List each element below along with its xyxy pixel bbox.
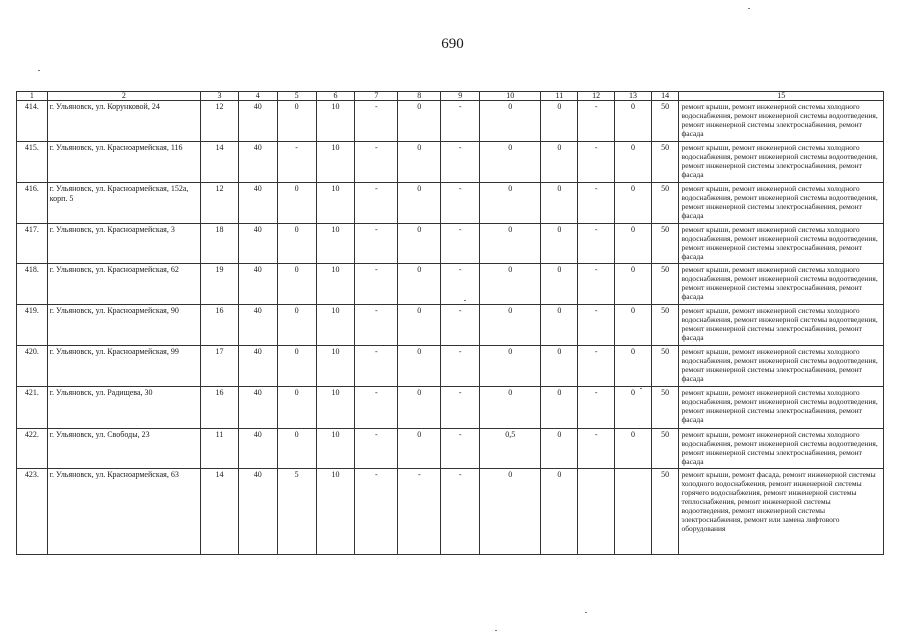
- value-cell: 40: [238, 305, 277, 346]
- value-cell: [615, 469, 652, 555]
- row-number: 416.: [17, 183, 48, 224]
- scan-speck: [464, 300, 466, 301]
- value-cell: 10: [316, 224, 355, 264]
- value-cell: 0: [480, 142, 541, 183]
- value-cell: 14: [201, 469, 239, 555]
- value-cell: -: [578, 429, 615, 469]
- value-cell: 10: [316, 469, 355, 555]
- value-cell: 0: [277, 224, 316, 264]
- table-row: [17, 469, 884, 555]
- value-cell: 19: [201, 264, 239, 305]
- value-cell: 17: [201, 346, 239, 387]
- value-cell: 0: [615, 264, 652, 305]
- value-cell: 11: [201, 429, 239, 469]
- table-row: [17, 264, 884, 305]
- column-header-10: 10: [480, 92, 541, 101]
- column-header-7: 7: [355, 92, 398, 101]
- value-cell: 0: [541, 469, 578, 555]
- value-cell: -: [578, 224, 615, 264]
- value-cell: 50: [651, 183, 679, 224]
- column-header-11: 11: [541, 92, 578, 101]
- value-cell: 50: [651, 469, 679, 555]
- row-number: 420.: [17, 346, 48, 387]
- value-cell: 10: [316, 305, 355, 346]
- value-cell: -: [355, 142, 398, 183]
- header-row: [17, 92, 884, 101]
- value-cell: -: [578, 387, 615, 429]
- column-header-15: 15: [679, 92, 884, 101]
- value-cell: 0: [480, 264, 541, 305]
- value-cell: -: [355, 305, 398, 346]
- address-cell: г. Ульяновск, ул. Красноармейская, 62: [47, 264, 200, 305]
- works-list-cell: ремонт крыши, ремонт инженерной системы холодного водоснабжения, ремонт инженерной системы водоотведения, ремонт инженерной системы электроснабжения, ремонт фасада: [679, 305, 884, 346]
- value-cell: 0: [541, 346, 578, 387]
- value-cell: 40: [238, 429, 277, 469]
- value-cell: 50: [651, 346, 679, 387]
- value-cell: -: [578, 142, 615, 183]
- column-header-6: 6: [316, 92, 355, 101]
- value-cell: 0: [398, 429, 441, 469]
- page-number: 690: [441, 36, 464, 52]
- row-number: 415.: [17, 142, 48, 183]
- value-cell: 0: [398, 305, 441, 346]
- value-cell: 40: [238, 469, 277, 555]
- value-cell: -: [441, 101, 480, 142]
- table-row: [17, 224, 884, 264]
- works-list-cell: ремонт крыши, ремонт инженерной системы холодного водоснабжения, ремонт инженерной системы водоотведения, ремонт инженерной системы электроснабжения, ремонт фасада: [679, 142, 884, 183]
- value-cell: 40: [238, 346, 277, 387]
- works-list-cell: ремонт крыши, ремонт инженерной системы холодного водоснабжения, ремонт инженерной системы водоотведения, ремонт инженерной системы электроснабжения, ремонт фасада: [679, 264, 884, 305]
- table-row: [17, 101, 884, 142]
- address-cell: г. Ульяновск, ул. Красноармейская, 90: [47, 305, 200, 346]
- value-cell: -: [578, 264, 615, 305]
- value-cell: 40: [238, 387, 277, 429]
- table-row: [17, 346, 884, 387]
- value-cell: 10: [316, 183, 355, 224]
- value-cell: 0: [615, 142, 652, 183]
- address-cell: г. Ульяновск, ул. Красноармейская, 116: [47, 142, 200, 183]
- table-row: [17, 142, 884, 183]
- row-number: 422.: [17, 429, 48, 469]
- value-cell: 0: [398, 346, 441, 387]
- column-header-13: 13: [615, 92, 652, 101]
- value-cell: -: [355, 264, 398, 305]
- value-cell: 0: [615, 224, 652, 264]
- value-cell: 0: [541, 429, 578, 469]
- value-cell: 0: [398, 183, 441, 224]
- value-cell: 50: [651, 264, 679, 305]
- value-cell: 0: [541, 183, 578, 224]
- value-cell: 40: [238, 101, 277, 142]
- value-cell: -: [355, 346, 398, 387]
- value-cell: 0: [541, 264, 578, 305]
- column-header-8: 8: [398, 92, 441, 101]
- works-list-cell: ремонт крыши, ремонт фасада, ремонт инженерной системы холодного водоснабжения, ремонт инженерной системы горячего водоснабжения, ремонт инженерной системы теплоснабжения, ремонт инженерной системы водоотведения, ремонт инженерной системы электроснабжения, ремонт или замена лифтового оборудования: [679, 469, 884, 555]
- value-cell: 0: [615, 305, 652, 346]
- value-cell: 0: [277, 101, 316, 142]
- row-number: 417.: [17, 224, 48, 264]
- value-cell: 0: [277, 387, 316, 429]
- value-cell: 0: [480, 305, 541, 346]
- value-cell: -: [355, 387, 398, 429]
- value-cell: 0: [277, 429, 316, 469]
- works-list-cell: ремонт крыши, ремонт инженерной системы холодного водоснабжения, ремонт инженерной системы водоотведения, ремонт инженерной системы электроснабжения, ремонт фасада: [679, 346, 884, 387]
- value-cell: 0: [398, 101, 441, 142]
- value-cell: -: [441, 142, 480, 183]
- value-cell: -: [441, 346, 480, 387]
- value-cell: 10: [316, 387, 355, 429]
- value-cell: 0: [541, 101, 578, 142]
- value-cell: 0: [480, 101, 541, 142]
- value-cell: 50: [651, 387, 679, 429]
- value-cell: 0: [277, 305, 316, 346]
- value-cell: 0: [541, 387, 578, 429]
- value-cell: 0: [398, 264, 441, 305]
- value-cell: 0: [541, 305, 578, 346]
- works-list-cell: ремонт крыши, ремонт инженерной системы холодного водоснабжения, ремонт инженерной системы водоотведения, ремонт инженерной системы электроснабжения, ремонт фасада: [679, 183, 884, 224]
- value-cell: -: [398, 469, 441, 555]
- works-list-cell: ремонт крыши, ремонт инженерной системы холодного водоснабжения, ремонт инженерной системы водоотведения, ремонт инженерной системы электроснабжения, ремонт фасада: [679, 101, 884, 142]
- row-number: 419.: [17, 305, 48, 346]
- value-cell: 0: [398, 224, 441, 264]
- value-cell: 40: [238, 142, 277, 183]
- address-cell: г. Ульяновск, ул. Радищева, 30: [47, 387, 200, 429]
- value-cell: 0: [615, 429, 652, 469]
- value-cell: 10: [316, 429, 355, 469]
- table-row: [17, 183, 884, 224]
- value-cell: 0: [615, 387, 652, 429]
- value-cell: 40: [238, 224, 277, 264]
- value-cell: 16: [201, 305, 239, 346]
- value-cell: 50: [651, 224, 679, 264]
- address-cell: г. Ульяновск, ул. Корунковой, 24: [47, 101, 200, 142]
- value-cell: -: [355, 469, 398, 555]
- value-cell: 0: [615, 101, 652, 142]
- value-cell: 0: [398, 142, 441, 183]
- value-cell: 12: [201, 101, 239, 142]
- value-cell: 50: [651, 429, 679, 469]
- works-list-cell: ремонт крыши, ремонт инженерной системы холодного водоснабжения, ремонт инженерной системы водоотведения, ремонт инженерной системы электроснабжения, ремонт фасада: [679, 224, 884, 264]
- value-cell: 50: [651, 305, 679, 346]
- value-cell: 0: [615, 183, 652, 224]
- column-header-4: 4: [238, 92, 277, 101]
- scan-speck: [640, 388, 642, 389]
- value-cell: -: [355, 429, 398, 469]
- value-cell: -: [441, 305, 480, 346]
- column-header-5: 5: [277, 92, 316, 101]
- value-cell: 0: [277, 346, 316, 387]
- value-cell: 0: [480, 387, 541, 429]
- value-cell: 40: [238, 183, 277, 224]
- value-cell: 0: [277, 183, 316, 224]
- value-cell: 10: [316, 101, 355, 142]
- column-header-2: 2: [47, 92, 200, 101]
- value-cell: [578, 469, 615, 555]
- column-header-3: 3: [201, 92, 239, 101]
- row-number: 414.: [17, 101, 48, 142]
- table-body: [17, 101, 884, 555]
- value-cell: 10: [316, 264, 355, 305]
- table-row: [17, 387, 884, 429]
- works-list-cell: ремонт крыши, ремонт инженерной системы холодного водоснабжения, ремонт инженерной системы водоотведения, ремонт инженерной системы электроснабжения, ремонт фасада: [679, 387, 884, 429]
- scan-speck: [585, 612, 587, 613]
- value-cell: 0: [615, 346, 652, 387]
- value-cell: 0,5: [480, 429, 541, 469]
- value-cell: 0: [541, 142, 578, 183]
- value-cell: 10: [316, 142, 355, 183]
- value-cell: 16: [201, 387, 239, 429]
- column-header-1: 1: [17, 92, 48, 101]
- value-cell: 0: [480, 346, 541, 387]
- scan-speck: [495, 630, 497, 631]
- scan-speck: [38, 70, 40, 71]
- value-cell: -: [355, 183, 398, 224]
- value-cell: 14: [201, 142, 239, 183]
- column-header-12: 12: [578, 92, 615, 101]
- value-cell: 18: [201, 224, 239, 264]
- value-cell: 40: [238, 264, 277, 305]
- column-header-9: 9: [441, 92, 480, 101]
- value-cell: 0: [480, 469, 541, 555]
- row-number: 423.: [17, 469, 48, 555]
- value-cell: -: [441, 429, 480, 469]
- table-row: [17, 429, 884, 469]
- buildings-table: [16, 91, 884, 555]
- value-cell: -: [578, 346, 615, 387]
- value-cell: -: [441, 183, 480, 224]
- table-row: [17, 305, 884, 346]
- value-cell: -: [441, 264, 480, 305]
- value-cell: -: [441, 469, 480, 555]
- address-cell: г. Ульяновск, ул. Красноармейская, 152а, корп. 5: [47, 183, 200, 224]
- value-cell: 50: [651, 101, 679, 142]
- value-cell: -: [578, 101, 615, 142]
- value-cell: 12: [201, 183, 239, 224]
- value-cell: -: [578, 183, 615, 224]
- value-cell: 50: [651, 142, 679, 183]
- value-cell: -: [355, 101, 398, 142]
- address-cell: г. Ульяновск, ул. Красноармейская, 63: [47, 469, 200, 555]
- value-cell: -: [441, 224, 480, 264]
- value-cell: 5: [277, 469, 316, 555]
- value-cell: -: [578, 305, 615, 346]
- value-cell: -: [441, 387, 480, 429]
- value-cell: 0: [277, 264, 316, 305]
- address-cell: г. Ульяновск, ул. Свободы, 23: [47, 429, 200, 469]
- value-cell: -: [277, 142, 316, 183]
- value-cell: 0: [541, 224, 578, 264]
- row-number: 418.: [17, 264, 48, 305]
- value-cell: 10: [316, 346, 355, 387]
- scan-speck: [748, 8, 750, 9]
- row-number: 421.: [17, 387, 48, 429]
- value-cell: 0: [480, 224, 541, 264]
- address-cell: г. Ульяновск, ул. Красноармейская, 3: [47, 224, 200, 264]
- column-header-14: 14: [651, 92, 679, 101]
- value-cell: 0: [480, 183, 541, 224]
- value-cell: -: [355, 224, 398, 264]
- value-cell: 0: [398, 387, 441, 429]
- address-cell: г. Ульяновск, ул. Красноармейская, 99: [47, 346, 200, 387]
- works-list-cell: ремонт крыши, ремонт инженерной системы холодного водоснабжения, ремонт инженерной системы водоотведения, ремонт инженерной системы электроснабжения, ремонт фасада: [679, 429, 884, 469]
